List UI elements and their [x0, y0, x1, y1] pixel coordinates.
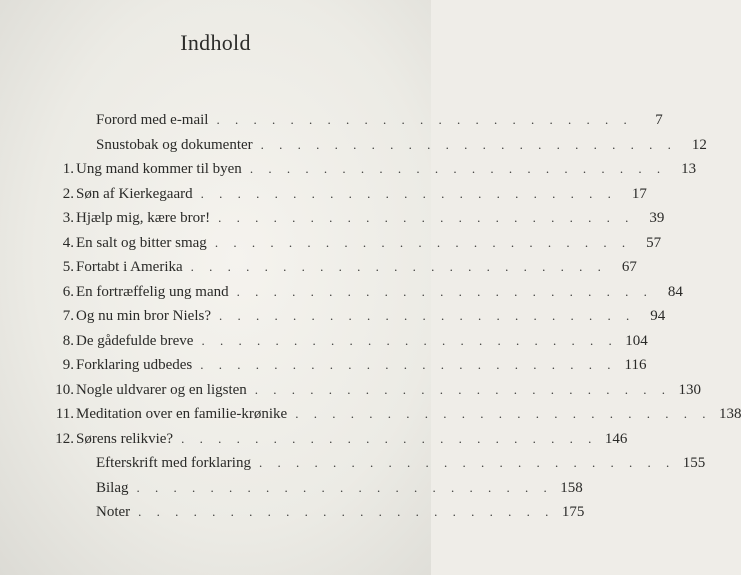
toc-entry-title: En fortræffelig ung mand [76, 283, 229, 300]
toc-entry-title: Ung mand kommer til byen [76, 161, 242, 177]
toc-entry-number: 1. [62, 161, 74, 177]
toc-entry-number: 3. [62, 210, 74, 226]
toc-entry-title: Bilag [96, 479, 129, 496]
toc-entry-title: Meditation over en familie-krønike [76, 406, 288, 422]
toc-entry-page: 175 [561, 504, 585, 520]
toc-entry [54, 353, 647, 378]
toc-entry-number: 10. [55, 381, 74, 398]
toc-entry-page: 94 [650, 308, 666, 324]
toc-entry-number: 9. [62, 357, 74, 373]
dot-leader: . . . . . . . . . . . . . . . . . . . . . . . [136, 479, 553, 495]
page-title: Indhold [180, 30, 251, 55]
toc-entry-page: 39 [649, 210, 665, 226]
toc-entry [54, 255, 637, 280]
toc-entry-title: Nogle uldvarer og en ligsten [76, 381, 247, 398]
toc-entry [54, 108, 663, 133]
dot-leader: . . . . . . . . . . . . . . . . . . . . . . . [190, 259, 607, 274]
toc-entry-page: 7 [655, 112, 663, 128]
toc-entry-title: Efterskrift med forklaring [96, 455, 251, 471]
toc-entry-number: 12. [55, 430, 74, 447]
toc-entry-number: 7. [62, 308, 74, 324]
toc-entry [54, 133, 707, 158]
toc-entry [54, 427, 628, 452]
toc-entry [54, 329, 648, 354]
toc-entry-number: 5. [62, 259, 74, 275]
dot-leader: . . . . . . . . . . . . . . . . . . . . . . . [201, 332, 618, 348]
toc-entry-number: 2. [62, 185, 74, 202]
toc-entry-title: De gådefulde breve [76, 332, 194, 349]
dot-leader: . . . . . . . . . . . . . . . . . . . . . . . [295, 406, 712, 421]
toc-entry [54, 500, 585, 525]
toc-entry-page: 146 [604, 430, 628, 447]
dot-leader: . . . . . . . . . . . . . . . . . . . . . . . [200, 357, 617, 372]
toc-entry-page: 104 [625, 332, 648, 349]
dot-leader: . . . . . . . . . . . . . . . . . . . . . . . [236, 283, 653, 299]
toc-entry [54, 304, 666, 329]
toc-entry-title: Og nu min bror Niels? [76, 308, 211, 324]
toc-entry-page: 17 [631, 185, 647, 202]
dot-leader: . . . . . . . . . . . . . . . . . . . . . . . [218, 210, 635, 225]
table-of-contents [54, 108, 741, 525]
toc-entry [54, 231, 662, 256]
toc-entry [54, 280, 683, 305]
toc-entry [54, 476, 583, 501]
dot-leader: . . . . . . . . . . . . . . . . . . . . . . . [200, 185, 617, 201]
dot-leader: . . . . . . . . . . . . . . . . . . . . . . . [138, 504, 555, 519]
dot-leader: . . . . . . . . . . . . . . . . . . . . . . . [249, 161, 667, 176]
toc-entry [54, 157, 697, 182]
toc-entry-title: Snustobak og dokumenter [96, 136, 253, 153]
toc-entry [54, 182, 647, 207]
toc-entry-title: Søn af Kierkegaard [76, 185, 193, 202]
toc-entry-title: Sørens relikvie? [76, 430, 174, 447]
toc-entry-number: 4. [62, 234, 74, 251]
dot-leader: . . . . . . . . . . . . . . . . . . . . . . . [258, 455, 676, 470]
toc-entry-page: 138 [718, 406, 741, 422]
dot-leader: . . . . . . . . . . . . . . . . . . . . . . . [218, 308, 636, 323]
dot-leader: . . . . . . . . . . . . . . . . . . . . . . . [254, 381, 672, 397]
toc-entry-number: 8. [62, 332, 74, 349]
toc-entry-title: Forklaring udbedes [76, 357, 193, 373]
toc-entry-page: 116 [624, 357, 647, 373]
dot-leader: . . . . . . . . . . . . . . . . . . . . . . . [260, 136, 677, 152]
toc-entry-page: 130 [678, 381, 702, 398]
toc-entry-number: 11. [55, 406, 74, 422]
toc-entry [54, 451, 706, 476]
toc-entry-title: Fortabt i Amerika [76, 259, 183, 275]
toc-entry-page: 155 [682, 455, 706, 471]
toc-entry-title: Hjælp mig, kære bror! [76, 210, 211, 226]
toc-entry-number: 6. [62, 283, 74, 300]
toc-entry-title: En salt og bitter smag [76, 234, 207, 251]
toc-entry-title: Forord med e-mail [96, 112, 209, 128]
toc-entry [54, 402, 741, 427]
dot-leader: . . . . . . . . . . . . . . . . . . . . . . . [181, 430, 598, 446]
toc-entry-page: 57 [646, 234, 662, 251]
toc-entry [54, 378, 702, 403]
toc-entry-page: 84 [667, 283, 683, 300]
dot-leader: . . . . . . . . . . . . . . . . . . . . . . . [214, 234, 632, 250]
toc-entry-page: 13 [681, 161, 697, 177]
toc-entry-page: 158 [560, 479, 583, 496]
dot-leader: . . . . . . . . . . . . . . . . . . . . . . . [216, 112, 633, 127]
toc-entry-page: 12 [691, 136, 707, 153]
toc-entry-page: 67 [621, 259, 637, 275]
toc-entry-title: Noter [96, 504, 131, 520]
toc-entry [54, 206, 665, 231]
